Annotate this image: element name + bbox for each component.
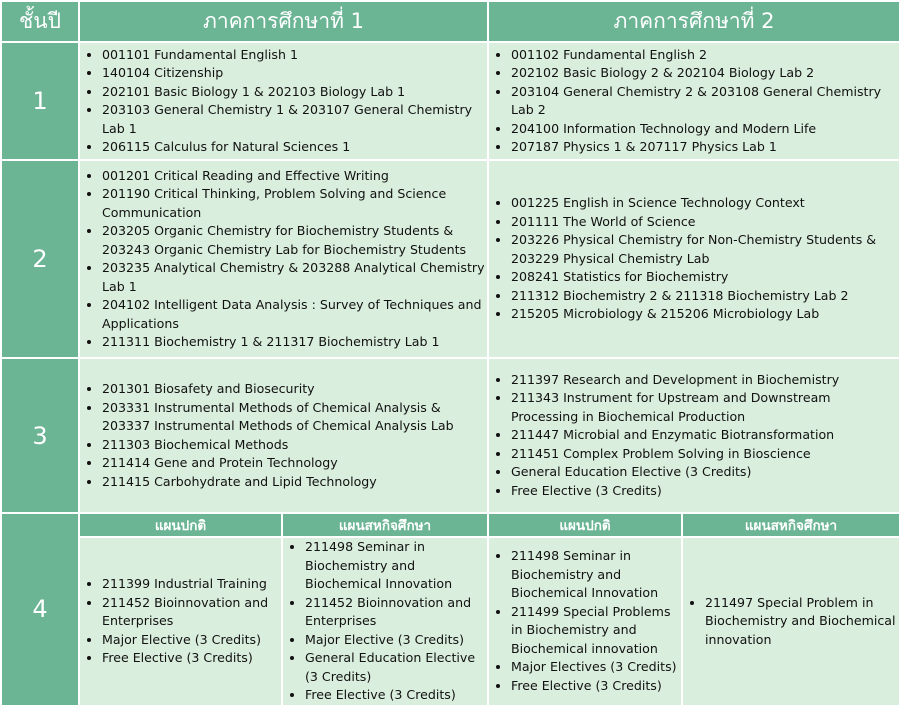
course-list bbox=[80, 575, 281, 668]
course-item: • 211497 Special Problem in Biochemistry and Biochemical innovation bbox=[705, 594, 897, 650]
semester-1-header: ภาคการศึกษาที่ 1 bbox=[79, 1, 488, 42]
year-3-semester-1 bbox=[79, 358, 488, 513]
course-item: • 215205 Microbiology & 215206 Microbiology Lab bbox=[511, 305, 897, 324]
year-4-sem2-coop bbox=[682, 537, 899, 706]
course-item: • 211452 Bioinnovation and Enterprises bbox=[305, 594, 485, 631]
course-item: • 204102 Intelligent Data Analysis : Survey of Techniques and Applications bbox=[102, 296, 485, 333]
year-2-semester-1 bbox=[79, 160, 488, 358]
course-item: • Major Elective (3 Credits) bbox=[305, 631, 485, 650]
course-item: • 211303 Biochemical Methods bbox=[102, 436, 485, 455]
course-item: • 204100 Information Technology and Modern Life bbox=[511, 120, 897, 139]
course-item: • General Education Elective (3 Credits) bbox=[511, 463, 897, 482]
year-4-subheader-row bbox=[1, 513, 899, 537]
year-1-row bbox=[1, 42, 899, 160]
year-4-row bbox=[1, 537, 899, 706]
year-4-sem2-normal bbox=[488, 537, 682, 706]
course-item: • 201111 The World of Science bbox=[511, 213, 897, 232]
course-item: • 201190 Critical Thinking, Problem Solving and Science Communication bbox=[102, 185, 485, 222]
course-item: • 211414 Gene and Protein Technology bbox=[102, 454, 485, 473]
course-item: • 211451 Complex Problem Solving in Bioscience bbox=[511, 445, 897, 464]
year-header: ชั้นปี bbox=[1, 1, 79, 42]
course-item: • 203103 General Chemistry 1 & 203107 General Chemistry Lab 1 bbox=[102, 101, 485, 138]
course-item: • 140104 Citizenship bbox=[102, 64, 485, 83]
course-list bbox=[489, 46, 899, 157]
course-list bbox=[80, 46, 487, 157]
course-item: • 211343 Instrument for Upstream and Downstream Processing in Biochemical Production bbox=[511, 389, 897, 426]
sem2-normal-plan-header: แผนปกติ bbox=[488, 513, 682, 537]
course-item: • 001225 English in Science Technology Context bbox=[511, 194, 897, 213]
year-2-row bbox=[1, 160, 899, 358]
course-item: • 203235 Analytical Chemistry & 203288 Analytical Chemistry Lab 1 bbox=[102, 259, 485, 296]
year-3-row bbox=[1, 358, 899, 513]
course-item: • 203205 Organic Chemistry for Biochemistry Students & 203243 Organic Chemistry Lab for Biochemistry Students bbox=[102, 222, 485, 259]
course-item: • 208241 Statistics for Biochemistry bbox=[511, 268, 897, 287]
course-item: • Free Elective (3 Credits) bbox=[305, 686, 485, 705]
course-item: • 207187 Physics 1 & 207117 Physics Lab 1 bbox=[511, 138, 897, 157]
year-4-sem1-normal bbox=[79, 537, 282, 706]
year-1-semester-1 bbox=[79, 42, 488, 160]
course-list bbox=[80, 380, 487, 491]
course-item: • 211311 Biochemistry 1 & 211317 Biochemistry Lab 1 bbox=[102, 333, 485, 352]
course-list bbox=[489, 547, 681, 695]
course-item: • 211498 Seminar in Biochemistry and Biochemical Innovation bbox=[305, 538, 485, 594]
year-1-label: 1 bbox=[1, 42, 79, 160]
course-item: • 001201 Critical Reading and Effective Writing bbox=[102, 167, 485, 186]
course-item: • 211399 Industrial Training bbox=[102, 575, 279, 594]
course-item: • Major Elective (3 Credits) bbox=[102, 631, 279, 650]
course-item: • 203226 Physical Chemistry for Non-Chemistry Students & 203229 Physical Chemistry Lab bbox=[511, 231, 897, 268]
course-item: • 211397 Research and Development in Biochemistry bbox=[511, 371, 897, 390]
course-item: • 211452 Bioinnovation and Enterprises bbox=[102, 594, 279, 631]
course-item: • 211499 Special Problems in Biochemistry and Biochemical innovation bbox=[511, 603, 679, 659]
sem1-coop-plan-header: แผนสหกิจศึกษา bbox=[282, 513, 488, 537]
course-item: • 202102 Basic Biology 2 & 202104 Biology Lab 2 bbox=[511, 64, 897, 83]
year-2-semester-2 bbox=[488, 160, 899, 358]
sem1-normal-plan-header: แผนปกติ bbox=[79, 513, 282, 537]
year-3-semester-2 bbox=[488, 358, 899, 513]
course-list bbox=[283, 538, 487, 705]
course-item: • 202101 Basic Biology 1 & 202103 Biology Lab 1 bbox=[102, 83, 485, 102]
header-row bbox=[1, 1, 899, 42]
course-item: • Major Electives (3 Credits) bbox=[511, 658, 679, 677]
course-item: • 203331 Instrumental Methods of Chemical Analysis & 203337 Instrumental Methods of Chemical Analysis Lab bbox=[102, 399, 485, 436]
year-2-label: 2 bbox=[1, 160, 79, 358]
course-item: • 211447 Microbial and Enzymatic Biotransformation bbox=[511, 426, 897, 445]
course-list bbox=[683, 594, 899, 650]
course-item: • 001101 Fundamental English 1 bbox=[102, 46, 485, 65]
course-item: • Free Elective (3 Credits) bbox=[102, 649, 279, 668]
course-item: • Free Elective (3 Credits) bbox=[511, 677, 679, 696]
course-item: • 206115 Calculus for Natural Sciences 1 bbox=[102, 138, 485, 157]
course-item: • 001102 Fundamental English 2 bbox=[511, 46, 897, 65]
course-item: • General Education Elective (3 Credits) bbox=[305, 649, 485, 686]
course-list bbox=[489, 194, 899, 324]
course-item: • Free Elective (3 Credits) bbox=[511, 482, 897, 501]
course-list bbox=[489, 371, 899, 501]
year-1-semester-2 bbox=[488, 42, 899, 160]
course-list bbox=[80, 167, 487, 352]
sem2-coop-plan-header: แผนสหกิจศึกษา bbox=[682, 513, 899, 537]
course-item: • 211498 Seminar in Biochemistry and Biochemical Innovation bbox=[511, 547, 679, 603]
course-item: • 203104 General Chemistry 2 & 203108 General Chemistry Lab 2 bbox=[511, 83, 897, 120]
course-item: • 211415 Carbohydrate and Lipid Technology bbox=[102, 473, 485, 492]
year-3-label: 3 bbox=[1, 358, 79, 513]
year-4-sem1-coop bbox=[282, 537, 488, 706]
semester-2-header: ภาคการศึกษาที่ 2 bbox=[488, 1, 899, 42]
year-4-label: 4 bbox=[1, 513, 79, 706]
course-item: • 201301 Biosafety and Biosecurity bbox=[102, 380, 485, 399]
course-item: • 211312 Biochemistry 2 & 211318 Biochemistry Lab 2 bbox=[511, 287, 897, 306]
